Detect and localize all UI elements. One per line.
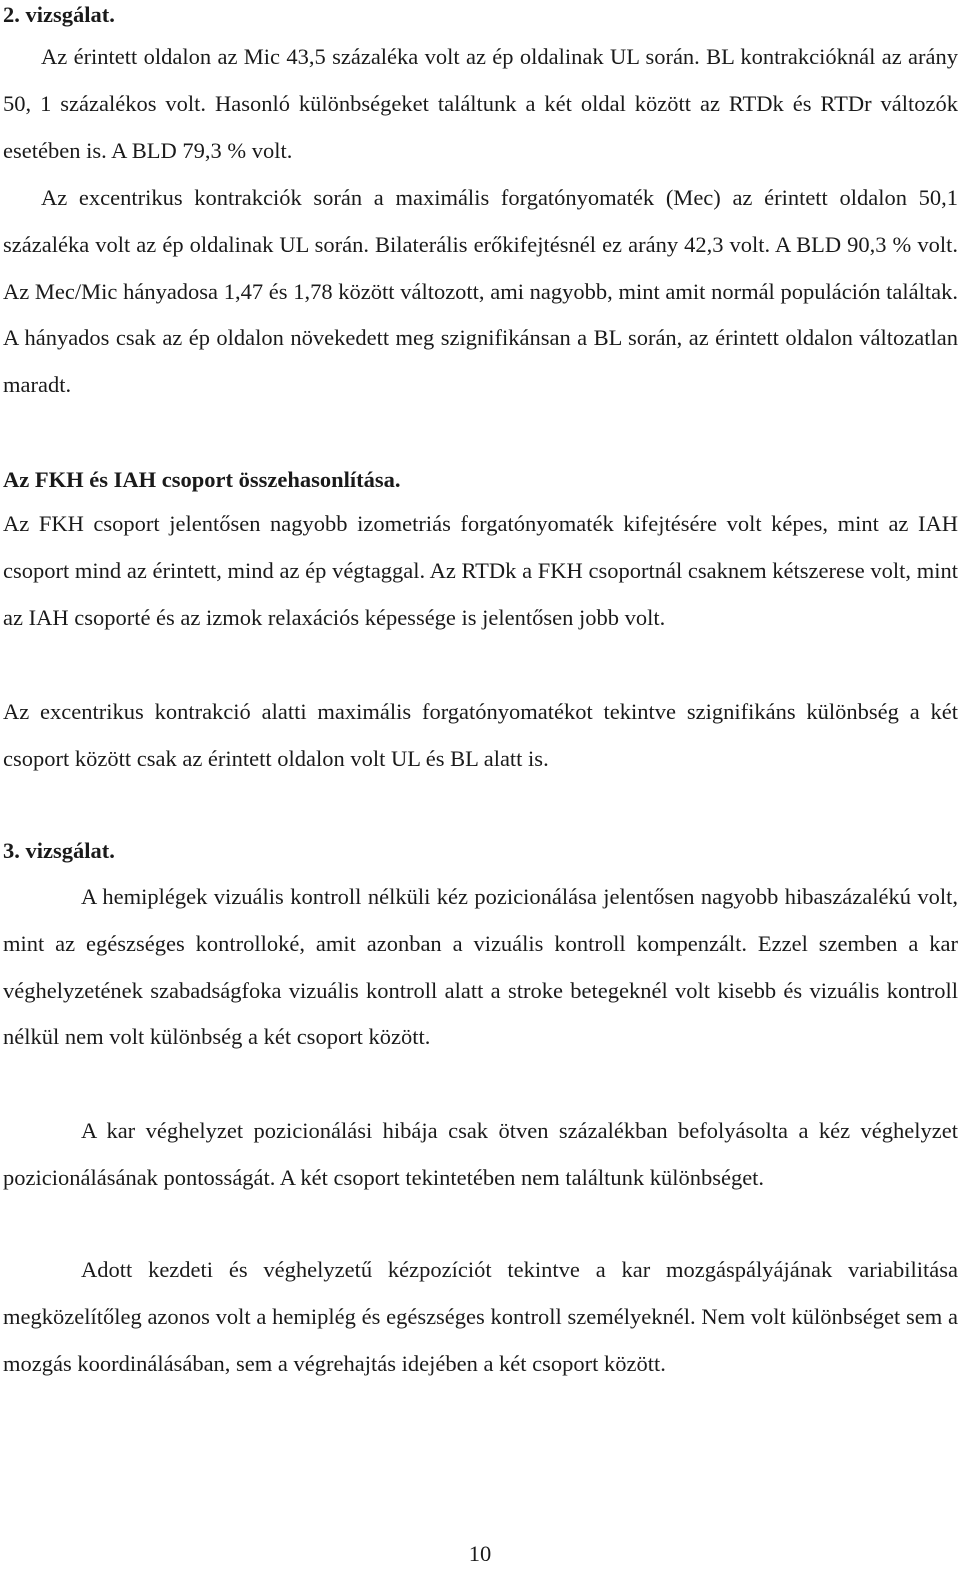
paragraph-study3-3: Adott kezdeti és véghelyzetű kézpozíciót tekintve a kar mozgáspályájának variabilitása megközelítőleg azonos volt a hemiplég és egészséges kontroll személyeknél. Nem volt különbséget sem a mozgás koordinálásában, sem a végrehajtás idejében a két csoport között.: [3, 1257, 958, 1376]
section-heading-study3: 3. vizsgálat.: [3, 838, 115, 863]
paragraph-study2-1: Az érintett oldalon az Mic 43,5 százaléka volt az ép oldalinak UL során. BL kontrakcióknál az arány 50, 1 százalékos volt. Hasonló különbségeket találtunk a két oldal között az RTDk és RTDr változók esetében is. A BLD 79,3 % volt.: [3, 44, 958, 163]
paragraph-study3-2: A kar véghelyzet pozicionálási hibája csak ötven százalékban befolyásolta a kéz véghelyzet pozicionálásának pontosságát. A két csoport tekintetében nem találtunk különbséget.: [3, 1118, 958, 1190]
paragraph-comparison-2: Az excentrikus kontrakció alatti maximális forgatónyomatékot tekintve szignifikáns különbség a két csoport között csak az érintett oldalon volt UL és BL alatt is.: [3, 699, 958, 771]
page-number: 10: [468, 1541, 492, 1566]
paragraph-comparison-1: Az FKH csoport jelentősen nagyobb izometriás forgatónyomaték kifejtésére volt képes, mint az IAH csoport mind az érintett, mind az ép végtaggal. Az RTDk a FKH csoportnál csaknem kétszerese volt, mint az IAH csoporté és az izmok relaxációs képessége is jelentősen jobb volt.: [3, 511, 958, 630]
paragraph-study3-1: A hemiplégek vizuális kontroll nélküli kéz pozicionálása jelentősen nagyobb hibaszázalékú volt, mint az egészséges kontrolloké, amit azonban a vizuális kontroll kompenzált. Ezzel szemben a kar véghelyzetének szabadságfoka vizuális kontroll alatt a stroke betegeknél volt kisebb és vizuális kontroll nélkül nem volt különbség a két csoport között.: [3, 884, 958, 1050]
section-heading-study2: 2. vizsgálat.: [3, 2, 115, 27]
section-heading-comparison: Az FKH és IAH csoport összehasonlítása.: [3, 467, 401, 492]
paragraph-study2-2: Az excentrikus kontrakciók során a maximális forgatónyomaték (Mec) az érintett oldalon 50,1 százaléka volt az ép oldalinak UL során. Bilaterális erőkifejtésnél ez arány 42,3 volt. A BLD 90,3 % volt. Az Mec/Mic hányadosa 1,47 és 1,78 között változott, ami nagyobb, mint amit normál populáción találtak. A hányados csak az ép oldalon növekedett meg szignifikánsan a BL során, az érintett oldalon változatlan maradt.: [3, 185, 958, 398]
